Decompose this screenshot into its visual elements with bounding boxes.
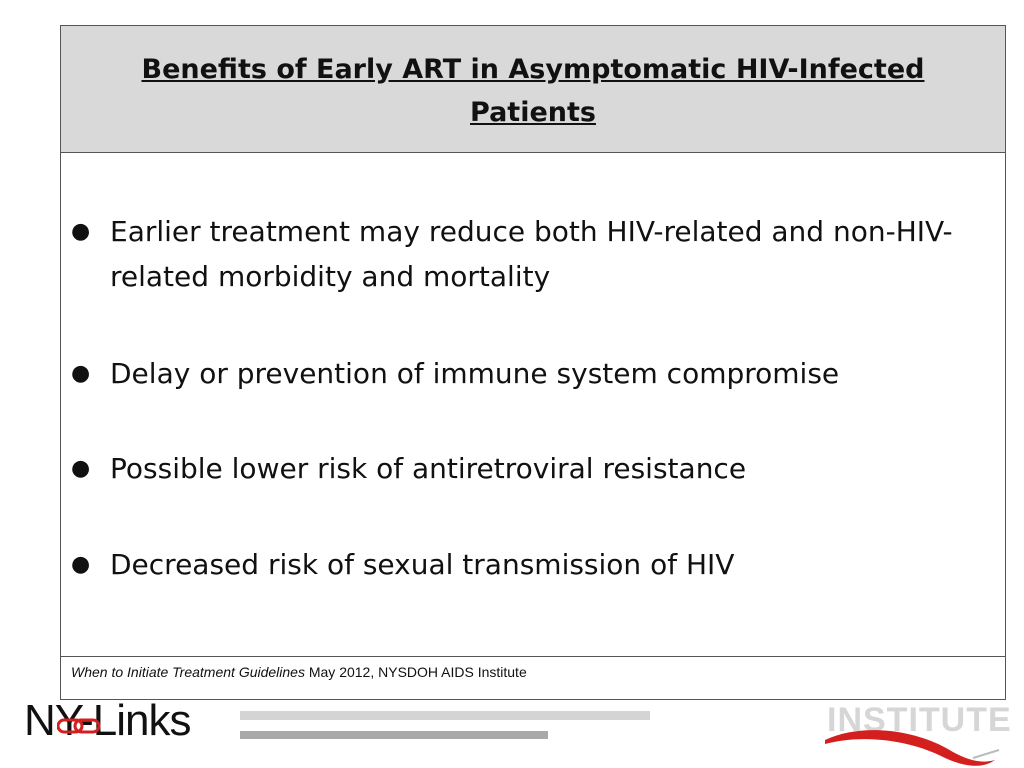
chain-link-icon [57, 718, 101, 734]
decorative-stripe-dark [240, 731, 548, 739]
bullet-list [61, 153, 1005, 658]
bullet-item [71, 351, 971, 396]
bullet-item [71, 542, 971, 587]
bullet-text: Possible lower risk of antiretroviral resistance [110, 452, 747, 485]
bullet-item [71, 446, 971, 491]
aids-institute-logo [823, 700, 1012, 768]
bullet-dot-icon: ● [71, 456, 91, 481]
citation-title: When to Initiate Treatment Guidelines [71, 664, 305, 680]
citation-source: May 2012, NYSDOH AIDS Institute [304, 664, 527, 680]
red-swoosh-icon [823, 700, 1003, 768]
bullet-text: Decreased risk of sexual transmission of HIV [110, 548, 735, 581]
bullet-dot-icon: ● [71, 552, 91, 577]
bullet-dot-icon: ● [71, 361, 91, 386]
slide-frame [60, 25, 1006, 700]
title-header [61, 26, 1005, 153]
bullet-item [71, 209, 971, 299]
ny-links-logo-text: NY-Links [24, 696, 191, 745]
bullet-text: Delay or prevention of immune system compromise [110, 357, 840, 390]
bullet-dot-icon: ● [71, 219, 91, 244]
slide-title: Benefits of Early ART in Asymptomatic HIV-Infected Patients [141, 54, 925, 128]
citation-footer [61, 656, 1005, 699]
bullet-text: Earlier treatment may reduce both HIV-related and non-HIV-related morbidity and mortality [110, 215, 953, 293]
ny-links-logo [24, 696, 190, 746]
institute-wordmark: INSTITUTE [827, 701, 1012, 739]
decorative-stripe-light [240, 711, 650, 720]
